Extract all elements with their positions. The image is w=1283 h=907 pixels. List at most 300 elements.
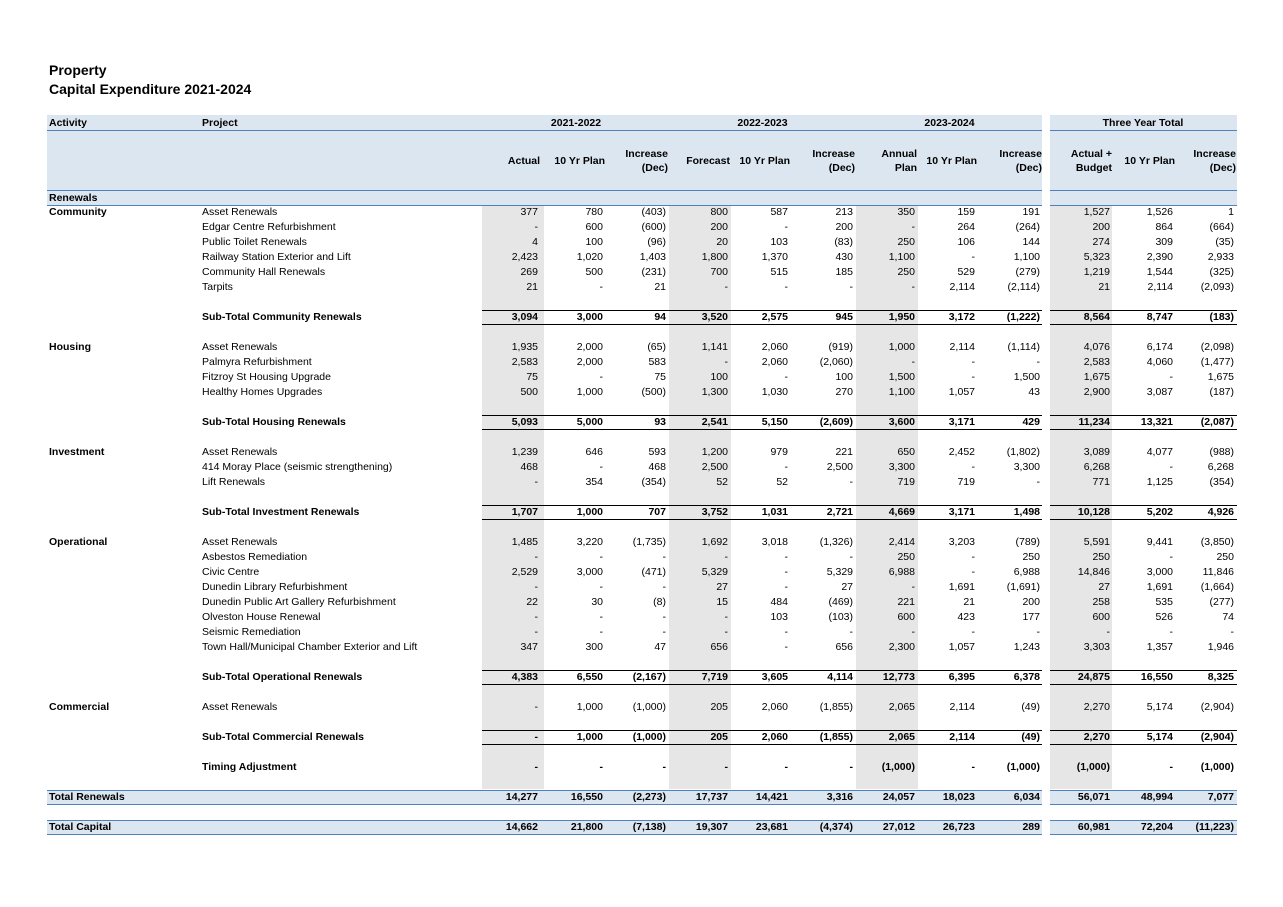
value-cell: 11,846 bbox=[1202, 566, 1234, 578]
value-cell: (469) bbox=[828, 596, 853, 608]
value-cell: 587 bbox=[770, 206, 788, 218]
value-cell: 6,174 bbox=[1146, 341, 1173, 353]
value-cell: (1,691) bbox=[1006, 581, 1040, 593]
value-cell: 5,591 bbox=[1083, 536, 1110, 548]
column-header bbox=[1042, 147, 1112, 175]
column-header bbox=[598, 147, 668, 175]
table-row bbox=[0, 550, 1283, 565]
value-cell: 14,277 bbox=[505, 791, 538, 803]
table-row bbox=[0, 460, 1283, 475]
value-cell: 1,675 bbox=[1207, 371, 1234, 383]
value-cell: (1,664) bbox=[1200, 581, 1234, 593]
value-cell: 48,994 bbox=[1140, 791, 1173, 803]
value-cell: 7,077 bbox=[1207, 791, 1234, 803]
value-cell: 100 bbox=[585, 236, 603, 248]
value-cell: 1,243 bbox=[1013, 641, 1040, 653]
value-cell: 2,060 bbox=[761, 731, 788, 743]
value-cell: 1,300 bbox=[701, 386, 728, 398]
value-cell: 1,000 bbox=[576, 506, 603, 518]
subtotal-row bbox=[0, 415, 1283, 430]
value-cell: 1,200 bbox=[701, 446, 728, 458]
value-cell: - bbox=[599, 461, 603, 473]
value-cell: 3,094 bbox=[511, 311, 538, 323]
value-cell: 2,423 bbox=[511, 251, 538, 263]
value-cell: - bbox=[971, 251, 975, 263]
value-cell: - bbox=[971, 761, 975, 773]
value-cell: 52 bbox=[776, 476, 788, 488]
column-header-line: Increase bbox=[1193, 148, 1236, 160]
column-header bbox=[535, 154, 605, 168]
value-cell: 1,370 bbox=[761, 251, 788, 263]
value-cell: - bbox=[849, 761, 853, 773]
value-cell: 30 bbox=[591, 596, 603, 608]
value-cell: 4 bbox=[532, 236, 538, 248]
project-cell: Olveston House Renewal bbox=[202, 611, 321, 623]
value-cell: 2,500 bbox=[826, 461, 853, 473]
value-cell: 656 bbox=[710, 641, 728, 653]
value-cell: 250 bbox=[1092, 551, 1110, 563]
table-row bbox=[0, 595, 1283, 610]
value-cell: (1,855) bbox=[819, 731, 853, 743]
value-cell: 979 bbox=[770, 446, 788, 458]
value-cell: 309 bbox=[1155, 236, 1173, 248]
value-cell: - bbox=[599, 371, 603, 383]
value-cell: 6,395 bbox=[948, 671, 975, 683]
value-cell: 945 bbox=[835, 311, 853, 323]
value-cell: - bbox=[1036, 476, 1040, 488]
value-cell: 4,669 bbox=[888, 506, 915, 518]
value-cell: 3,018 bbox=[761, 536, 788, 548]
project-cell: Palmyra Refurbishment bbox=[202, 356, 312, 368]
table-row bbox=[0, 625, 1283, 640]
project-cell: Seismic Remediation bbox=[202, 626, 301, 638]
value-cell: 221 bbox=[835, 446, 853, 458]
value-cell: 1,030 bbox=[761, 386, 788, 398]
value-cell: 1 bbox=[1228, 206, 1234, 218]
project-cell: Asset Renewals bbox=[202, 206, 278, 218]
value-cell: (1,000) bbox=[632, 731, 666, 743]
value-cell: - bbox=[849, 281, 853, 293]
value-cell: (277) bbox=[1209, 596, 1234, 608]
column-header-line: (Dec) bbox=[641, 162, 668, 174]
value-cell: 21 bbox=[963, 596, 975, 608]
value-cell: (2,167) bbox=[632, 671, 666, 683]
table-row bbox=[0, 265, 1283, 280]
value-cell: 3,316 bbox=[826, 791, 853, 803]
value-cell: - bbox=[784, 761, 788, 773]
value-cell: 22 bbox=[526, 596, 538, 608]
value-cell: 6,988 bbox=[888, 566, 915, 578]
value-cell: 3,303 bbox=[1083, 641, 1110, 653]
value-cell: 3,000 bbox=[576, 566, 603, 578]
activity-cell: Total Capital bbox=[49, 821, 112, 833]
value-cell: 106 bbox=[957, 236, 975, 248]
table-row bbox=[0, 385, 1283, 400]
value-cell: - bbox=[784, 221, 788, 233]
value-cell: 21 bbox=[1098, 281, 1110, 293]
value-cell: (65) bbox=[647, 341, 666, 353]
value-cell: 1,000 bbox=[576, 731, 603, 743]
table-row bbox=[0, 250, 1283, 265]
value-cell: - bbox=[1106, 626, 1110, 638]
value-cell: - bbox=[534, 761, 538, 773]
value-cell: 484 bbox=[770, 596, 788, 608]
column-header-line: (Dec) bbox=[1209, 162, 1236, 174]
value-cell: 2,900 bbox=[1083, 386, 1110, 398]
value-cell: (2,904) bbox=[1200, 731, 1234, 743]
value-cell: - bbox=[599, 551, 603, 563]
value-cell: 8,325 bbox=[1207, 671, 1234, 683]
value-cell: 1,000 bbox=[576, 701, 603, 713]
value-cell: - bbox=[971, 551, 975, 563]
value-cell: 2,114 bbox=[949, 281, 975, 293]
report-subtitle: Capital Expenditure 2021-2024 bbox=[49, 81, 252, 97]
value-cell: 17,737 bbox=[695, 791, 728, 803]
value-cell: 515 bbox=[770, 266, 788, 278]
value-cell: 347 bbox=[520, 641, 538, 653]
value-cell: 56,071 bbox=[1077, 791, 1110, 803]
value-cell: (49) bbox=[1021, 731, 1040, 743]
value-cell: 2,575 bbox=[761, 311, 788, 323]
value-cell: 1,692 bbox=[701, 536, 728, 548]
value-cell: (3,850) bbox=[1200, 536, 1234, 548]
value-cell: 500 bbox=[585, 266, 603, 278]
value-cell: 5,093 bbox=[511, 416, 538, 428]
value-cell: 3,203 bbox=[948, 536, 975, 548]
value-cell: - bbox=[724, 551, 728, 563]
value-cell: 200 bbox=[1022, 596, 1040, 608]
value-cell: - bbox=[534, 551, 538, 563]
value-cell: 1,691 bbox=[1146, 581, 1173, 593]
project-cell: Dunedin Public Art Gallery Refurbishment bbox=[202, 596, 396, 608]
value-cell: (1,000) bbox=[632, 701, 666, 713]
value-cell: 264 bbox=[957, 221, 975, 233]
value-cell: (183) bbox=[1209, 311, 1234, 323]
value-cell: - bbox=[534, 611, 538, 623]
value-cell: 1,500 bbox=[1013, 371, 1040, 383]
value-cell: 21,800 bbox=[570, 821, 603, 833]
value-cell: - bbox=[534, 581, 538, 593]
value-cell: (471) bbox=[641, 566, 666, 578]
value-cell: 650 bbox=[897, 446, 915, 458]
value-cell: (2,609) bbox=[819, 416, 853, 428]
project-cell: Public Toilet Renewals bbox=[202, 236, 307, 248]
value-cell: - bbox=[784, 641, 788, 653]
value-cell: (187) bbox=[1209, 386, 1234, 398]
value-cell: - bbox=[849, 551, 853, 563]
value-cell: 27 bbox=[1098, 581, 1110, 593]
value-cell: - bbox=[1169, 551, 1173, 563]
project-cell: 414 Moray Place (seismic strengthening) bbox=[202, 461, 393, 473]
value-cell: - bbox=[971, 356, 975, 368]
value-cell: (231) bbox=[641, 266, 666, 278]
value-cell: 3,520 bbox=[701, 311, 728, 323]
value-cell: (279) bbox=[1015, 266, 1040, 278]
value-cell: 2,065 bbox=[888, 731, 915, 743]
value-cell: - bbox=[1036, 626, 1040, 638]
value-cell: - bbox=[599, 761, 603, 773]
value-cell: 13,321 bbox=[1140, 416, 1173, 428]
column-header-line: 10 Yr Plan bbox=[1124, 155, 1175, 167]
value-cell: 15 bbox=[716, 596, 728, 608]
value-cell: 250 bbox=[1216, 551, 1234, 563]
value-cell: (2,114) bbox=[1007, 281, 1040, 293]
value-cell: 213 bbox=[835, 206, 853, 218]
table-row bbox=[0, 205, 1283, 220]
value-cell: - bbox=[784, 371, 788, 383]
value-cell: 2,270 bbox=[1083, 701, 1110, 713]
value-cell: - bbox=[911, 626, 915, 638]
column-header bbox=[972, 147, 1042, 175]
value-cell: 2,583 bbox=[1083, 356, 1110, 368]
value-cell: 1,403 bbox=[639, 251, 666, 263]
value-cell: - bbox=[1169, 626, 1173, 638]
value-cell: (1,114) bbox=[1007, 341, 1040, 353]
project-cell: Dunedin Library Refurbishment bbox=[202, 581, 348, 593]
value-cell: 7,719 bbox=[701, 671, 728, 683]
value-cell: 1,526 bbox=[1146, 206, 1173, 218]
value-cell: 103 bbox=[770, 611, 788, 623]
subtotal-row bbox=[0, 730, 1283, 745]
value-cell: 593 bbox=[648, 446, 666, 458]
value-cell: - bbox=[724, 761, 728, 773]
value-cell: 3,172 bbox=[948, 311, 975, 323]
value-cell: 2,060 bbox=[761, 356, 788, 368]
value-cell: (1,000) bbox=[881, 761, 915, 773]
value-cell: 250 bbox=[1022, 551, 1040, 563]
value-cell: 468 bbox=[520, 461, 538, 473]
value-cell: 24,875 bbox=[1077, 671, 1110, 683]
value-cell: 9,441 bbox=[1146, 536, 1173, 548]
value-cell: 600 bbox=[1092, 611, 1110, 623]
value-cell: 377 bbox=[520, 206, 538, 218]
value-cell: 16,550 bbox=[1140, 671, 1173, 683]
value-cell: 2,114 bbox=[949, 341, 975, 353]
value-cell: 26,723 bbox=[942, 821, 975, 833]
value-cell: 1,950 bbox=[888, 311, 915, 323]
value-cell: 47 bbox=[654, 641, 666, 653]
value-cell: 3,000 bbox=[1146, 566, 1173, 578]
value-cell: 771 bbox=[1092, 476, 1110, 488]
table-row bbox=[0, 535, 1283, 550]
table-row bbox=[0, 235, 1283, 250]
value-cell: 3,300 bbox=[888, 461, 915, 473]
table-row bbox=[0, 280, 1283, 295]
value-cell: (1,326) bbox=[819, 536, 853, 548]
value-cell: 75 bbox=[526, 371, 538, 383]
value-cell: (988) bbox=[1209, 446, 1234, 458]
project-cell: Tarpits bbox=[202, 281, 233, 293]
value-cell: 2,114 bbox=[949, 731, 975, 743]
value-cell: 3,752 bbox=[701, 506, 728, 518]
project-cell: Lift Renewals bbox=[202, 476, 266, 488]
value-cell: - bbox=[911, 281, 915, 293]
value-cell: 6,378 bbox=[1013, 671, 1040, 683]
value-cell: - bbox=[849, 476, 853, 488]
value-cell: 600 bbox=[585, 221, 603, 233]
activity-cell: Housing bbox=[49, 341, 91, 353]
value-cell: 1,691 bbox=[948, 581, 975, 593]
value-cell: 14,662 bbox=[505, 821, 538, 833]
value-cell: - bbox=[662, 761, 666, 773]
value-cell: - bbox=[599, 611, 603, 623]
value-cell: 2,452 bbox=[948, 446, 975, 458]
value-cell: 1,239 bbox=[511, 446, 538, 458]
value-cell: (264) bbox=[1015, 221, 1040, 233]
value-cell: (1,222) bbox=[1006, 311, 1040, 323]
value-cell: 4,926 bbox=[1207, 506, 1234, 518]
header-rule bbox=[47, 130, 1042, 131]
value-cell: 354 bbox=[585, 476, 603, 488]
value-cell: (919) bbox=[828, 341, 853, 353]
value-cell: - bbox=[534, 731, 538, 743]
column-header-line: Increase bbox=[625, 148, 668, 160]
column-header bbox=[470, 154, 540, 168]
value-cell: 468 bbox=[648, 461, 666, 473]
value-cell: - bbox=[724, 281, 728, 293]
value-cell: 1,100 bbox=[888, 386, 915, 398]
value-cell: 5,150 bbox=[761, 416, 788, 428]
value-cell: 1,544 bbox=[1146, 266, 1173, 278]
value-cell: - bbox=[784, 626, 788, 638]
value-cell: 1,946 bbox=[1207, 641, 1234, 653]
value-cell: (11,223) bbox=[1195, 821, 1234, 833]
header-activity: Activity bbox=[49, 117, 87, 129]
value-cell: 2,270 bbox=[1083, 731, 1110, 743]
value-cell: 200 bbox=[835, 221, 853, 233]
value-cell: 270 bbox=[835, 386, 853, 398]
section-background bbox=[47, 191, 1042, 205]
value-cell: 529 bbox=[957, 266, 975, 278]
value-cell: 3,600 bbox=[888, 416, 915, 428]
value-cell: - bbox=[911, 581, 915, 593]
value-cell: 93 bbox=[654, 416, 666, 428]
value-cell: 5,329 bbox=[701, 566, 728, 578]
value-cell: 1,100 bbox=[1013, 251, 1040, 263]
value-cell: 6,034 bbox=[1013, 791, 1040, 803]
value-cell: 27 bbox=[841, 581, 853, 593]
value-cell: (354) bbox=[641, 476, 666, 488]
column-header-line: Increase bbox=[812, 148, 855, 160]
value-cell: 205 bbox=[710, 701, 728, 713]
value-cell: 10,128 bbox=[1077, 506, 1110, 518]
value-cell: 1,141 bbox=[701, 341, 728, 353]
value-cell: 646 bbox=[585, 446, 603, 458]
value-cell: 2,114 bbox=[1147, 281, 1173, 293]
value-cell: (103) bbox=[828, 611, 853, 623]
table-row bbox=[0, 355, 1283, 370]
value-cell: - bbox=[971, 626, 975, 638]
value-cell: (1,735) bbox=[632, 536, 666, 548]
value-cell: 1,707 bbox=[511, 506, 538, 518]
value-cell: 583 bbox=[648, 356, 666, 368]
value-cell: 800 bbox=[710, 206, 728, 218]
value-cell: (35) bbox=[1215, 236, 1234, 248]
value-cell: - bbox=[971, 371, 975, 383]
value-cell: 1,800 bbox=[701, 251, 728, 263]
value-cell: 27 bbox=[716, 581, 728, 593]
project-cell: Timing Adjustment bbox=[202, 761, 297, 773]
value-cell: 250 bbox=[897, 236, 915, 248]
value-cell: 177 bbox=[1022, 611, 1040, 623]
value-cell: 72,204 bbox=[1140, 821, 1173, 833]
subtotal-row bbox=[0, 505, 1283, 520]
value-cell: (664) bbox=[1209, 221, 1234, 233]
value-cell: - bbox=[1230, 626, 1234, 638]
value-cell: - bbox=[724, 611, 728, 623]
project-cell: Asset Renewals bbox=[202, 701, 278, 713]
value-cell: (2,098) bbox=[1200, 341, 1234, 353]
value-cell: (1,000) bbox=[1006, 761, 1040, 773]
value-cell: 1,000 bbox=[888, 341, 915, 353]
value-cell: 250 bbox=[897, 266, 915, 278]
subtotal-row bbox=[0, 310, 1283, 325]
column-header-line: 10 Yr Plan bbox=[554, 155, 605, 167]
activity-cell: Total Renewals bbox=[49, 791, 125, 803]
value-cell: (500) bbox=[641, 386, 666, 398]
value-cell: 1,500 bbox=[888, 371, 915, 383]
value-cell: - bbox=[784, 551, 788, 563]
value-cell: 535 bbox=[1155, 596, 1173, 608]
project-cell: Asset Renewals bbox=[202, 341, 278, 353]
column-header-line: Actual bbox=[507, 155, 540, 167]
value-cell: 1,485 bbox=[511, 536, 538, 548]
project-cell: Asset Renewals bbox=[202, 536, 278, 548]
total-row bbox=[0, 790, 1283, 805]
value-cell: 43 bbox=[1028, 386, 1040, 398]
project-cell: Sub-Total Investment Renewals bbox=[202, 506, 360, 518]
value-cell: 2,060 bbox=[761, 341, 788, 353]
value-cell: 14,846 bbox=[1077, 566, 1110, 578]
value-cell: (8) bbox=[653, 596, 666, 608]
value-cell: 3,000 bbox=[576, 311, 603, 323]
value-cell: 5,323 bbox=[1083, 251, 1110, 263]
value-cell: - bbox=[662, 626, 666, 638]
section-label-renewals: Renewals bbox=[49, 192, 98, 204]
project-cell: Community Hall Renewals bbox=[202, 266, 326, 278]
value-cell: (1,000) bbox=[1200, 761, 1234, 773]
value-cell: 20 bbox=[716, 236, 728, 248]
section-background-total bbox=[1050, 191, 1237, 205]
value-cell: 60,981 bbox=[1077, 821, 1110, 833]
value-cell: 300 bbox=[585, 641, 603, 653]
value-cell: 4,114 bbox=[827, 671, 853, 683]
project-cell: Edgar Centre Refurbishment bbox=[202, 221, 336, 233]
value-cell: 3,300 bbox=[1013, 461, 1040, 473]
value-cell: - bbox=[662, 551, 666, 563]
table-row bbox=[0, 475, 1283, 490]
value-cell: - bbox=[849, 626, 853, 638]
header-rule bbox=[47, 190, 1042, 191]
value-cell: 526 bbox=[1155, 611, 1173, 623]
value-cell: (789) bbox=[1015, 536, 1040, 548]
value-cell: 258 bbox=[1092, 596, 1110, 608]
value-cell: 16,550 bbox=[570, 791, 603, 803]
value-cell: - bbox=[534, 626, 538, 638]
subtotal-row bbox=[0, 670, 1283, 685]
value-cell: 221 bbox=[897, 596, 915, 608]
value-cell: 5,174 bbox=[1146, 701, 1173, 713]
value-cell: 5,202 bbox=[1146, 506, 1173, 518]
value-cell: 4,077 bbox=[1146, 446, 1173, 458]
value-cell: 1,219 bbox=[1083, 266, 1110, 278]
project-cell: Town Hall/Municipal Chamber Exterior and Lift bbox=[202, 641, 418, 653]
value-cell: 6,550 bbox=[576, 671, 603, 683]
value-cell: 11,234 bbox=[1078, 416, 1110, 428]
value-cell: 159 bbox=[957, 206, 975, 218]
activity-cell: Operational bbox=[49, 536, 108, 548]
value-cell: 2,529 bbox=[511, 566, 538, 578]
